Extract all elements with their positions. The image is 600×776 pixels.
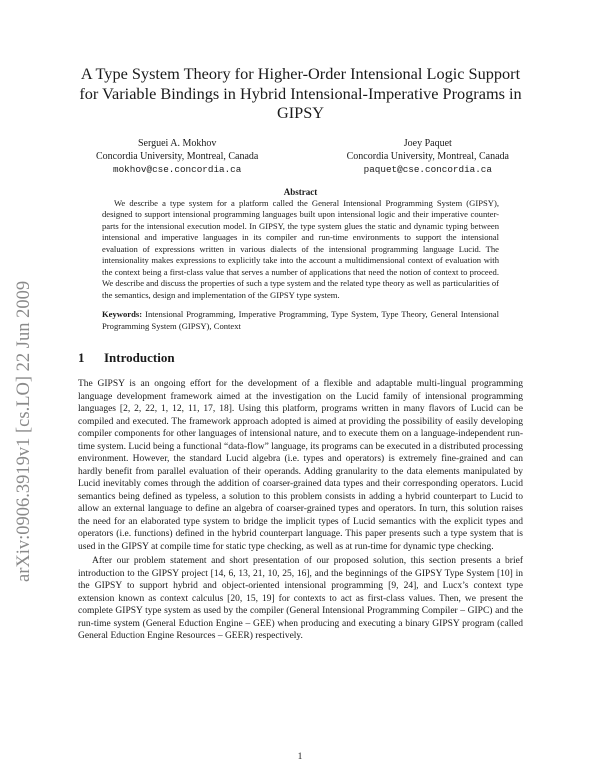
- keywords-text: Intensional Programming, Imperative Programming, Type System, Type Theory, General Intensional Programming System (GIPSY), Context: [102, 309, 499, 331]
- author-affiliation: Concordia University, Montreal, Canada: [96, 150, 259, 162]
- author-email: mokhov@cse.concordia.ca: [113, 163, 242, 175]
- page-number: 1: [297, 752, 303, 762]
- keywords-label: Keywords:: [102, 309, 143, 319]
- author-name: Serguei A. Mokhov: [137, 137, 217, 149]
- keywords: [102, 309, 499, 332]
- paragraph: After our problem statement and short presentation of our proposed solution, this section presents a brief introduction to the GIPSY project [14, 6, 13, 21, 10, 25, 16], and the beginnings of the GIPSY Type System [10] in the GIPSY to support hybrid and object-oriented intensional programming [9, 24], and Lucx’s context type extension known as context calculus [20, 15, 19] for contexts to act as first-class values. Then, we present the complete GIPSY type system as used by the compiler (General Intensional Programming Compiler – GIPC) and the run-time system (General Eduction Engine – GEE) when producing and executing a binary GIPSY program (called General Eduction Engine Resources – GEER) respectively.: [78, 556, 523, 641]
- paper-page: [78, 64, 523, 643]
- author-email: paquet@cse.concordia.ca: [363, 163, 492, 175]
- section-number: 1: [78, 350, 85, 365]
- section-heading: [78, 350, 523, 366]
- author-block: [78, 137, 523, 176]
- arxiv-stamp: [10, 232, 40, 582]
- section-title: Introduction: [104, 350, 175, 365]
- arxiv-stamp-text: arXiv:0906.3919v1 [cs.LO] 22 Jun 2009: [14, 280, 34, 582]
- author-affiliation: Concordia University, Montreal, Canada: [346, 150, 509, 162]
- abstract-heading: Abstract: [283, 186, 318, 197]
- author-name: Joey Paquet: [403, 137, 452, 149]
- section-body: [78, 378, 523, 643]
- author-2: [347, 137, 509, 176]
- paper-title: A Type System Theory for Higher-Order Intensional Logic Support for Variable Bindings in Hybrid Intensional-Imperative Programs in GIPSY: [79, 64, 522, 122]
- author-1: [96, 137, 258, 176]
- paragraph: The GIPSY is an ongoing effort for the development of a flexible and adaptable multi-lingual programming language development framework aimed at the investigation on the Lucid family of intensional programming languages [2, 2, 22, 1, 12, 11, 17, 18]. Using this platform, programs written in many flavors of Lucid can be compiled and executed. The framework approach adopted is aimed at providing the possibility of easily developing compiler components for other languages of intensional nature, and to execute them on a language-independent run-time system. Lucid being a functional “data-flow” language, its programs can be executed in a distributed processing environment. However, the standard Lucid algebra (i.e. types and operators) is extremely fine-grained and can hardly benefit from parallel evaluation of their operands. Adding granularity to the data elements manipulated by Lucid inevitably comes through the addition of coarser-grained data types and their corresponding operators. Lucid semantics being defined as typeless, a solution to this problem consists in adding a hybrid counterpart to Lucid to allow an external language to define an algebra of coarser-grained types and operators. In turn, this solution raises the need for an elaborated type system to bridge the implicit types of Lucid semantics with the explicit types and operators (i.e. functions) defined in the hybrid counterpart language. This paper presents such a type system that is used in the GIPSY at compile time for static type checking, as well as at run-time for dynamic type checking.: [78, 379, 523, 552]
- abstract-text: We describe a type system for a platform called the General Intensional Programming System (GIPSY), designed to support intensional programming languages built upon intensional logic and their imperative counter-parts for the intensional execution model. In GIPSY, the type system glues the static and dynamic typing between intensional and imperative languages in its compiler and run-time environments to support the intensional evaluation of expressions written in various dialects of the intensional programming language Lucid. The intensionality makes expressions to explicitly take into the account a multidimensional context of evaluation with the context being a first-class value that serves a number of applications that need the notion of context to proceed. We describe and discuss the properties of such a type system and the related type theory as well as particularities of the semantics, design and implementation of the GIPSY type system.: [102, 197, 499, 300]
